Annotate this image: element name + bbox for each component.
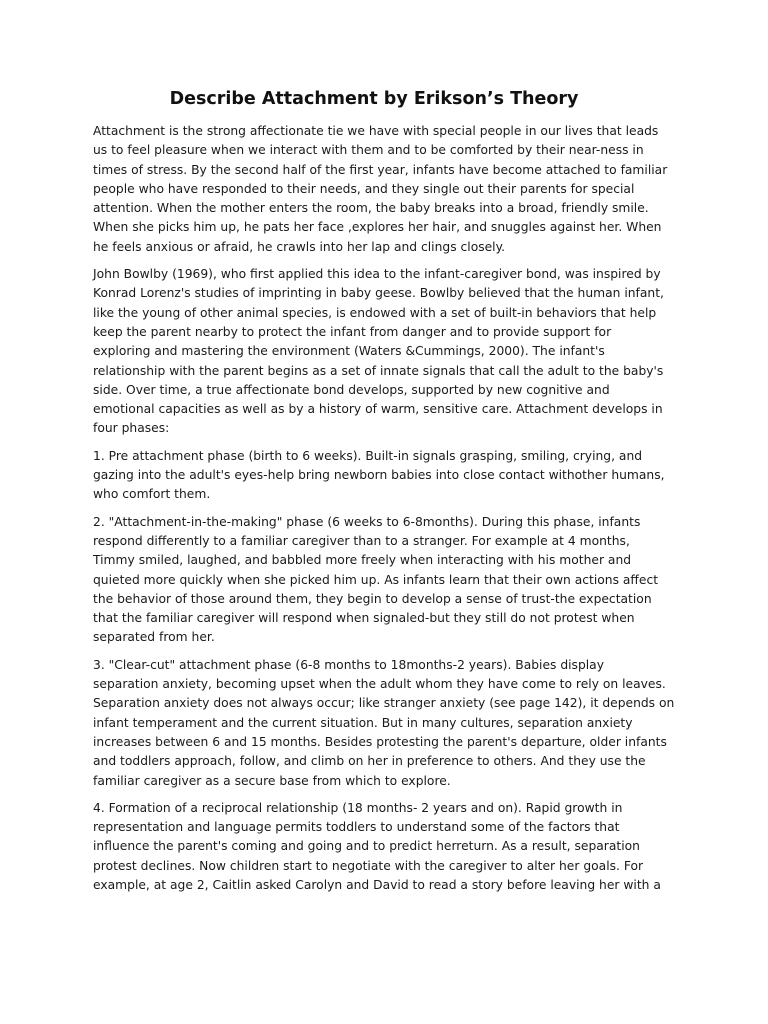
text-line: relationship with the parent begins as a set of innate signals that call the adult to the baby's [93, 363, 664, 378]
text-line: 4. Formation of a reciprocal relationship (18 months- 2 years and on). Rapid growth in [93, 800, 623, 815]
paragraph-phase-3 [93, 656, 675, 791]
text-line: Separation anxiety does not always occur; like stranger anxiety (see page 142), it depends on [93, 696, 675, 711]
text-line: keep the parent nearby to protect the infant from danger and to provide support for [93, 324, 612, 339]
text-line: he feels anxious or afraid, he crawls into her lap and clings closely. [93, 239, 506, 254]
text-line: influence the parent's coming and going and to predict herreturn. As a result, separation [93, 839, 640, 854]
text-line: us to feel pleasure when we interact with them and to be comforted by their near-ness in [93, 143, 644, 158]
text-line: When she picks him up, he pats her face ,explores her hair, and snuggles against her. When [93, 220, 662, 235]
text-line: protest declines. Now children start to negotiate with the caregiver to alter her goals. For [93, 858, 644, 873]
paragraph-bowlby [93, 265, 675, 439]
text-line: 2. "Attachment-in-the-making" phase (6 weeks to 6-8months). During this phase, infants [93, 514, 641, 529]
paragraph-phase-1 [93, 447, 675, 505]
text-line: separated from her. [93, 630, 215, 645]
text-line: representation and language permits toddlers to understand some of the factors that [93, 820, 620, 835]
text-line: four phases: [93, 421, 170, 436]
text-line: increases between 6 and 15 months. Besides protesting the parent's departure, older infants [93, 734, 667, 749]
document-body [93, 122, 675, 903]
text-line: respond differently to a familiar caregiver than to a stranger. For example at 4 months, [93, 533, 630, 548]
text-line: example, at age 2, Caitlin asked Carolyn and David to read a story before leaving her with a [93, 877, 661, 892]
text-line: exploring and mastering the environment (Waters &Cummings, 2000). The infant's [93, 344, 605, 359]
text-line: 3. "Clear-cut" attachment phase (6-8 months to 18months-2 years). Babies display [93, 657, 604, 672]
text-line: who comfort them. [93, 487, 211, 502]
text-line: familiar caregiver as a secure base from which to explore. [93, 773, 451, 788]
text-line: gazing into the adult's eyes-help bring newborn babies into close contact withother humans, [93, 468, 665, 483]
text-line: separation anxiety, becoming upset when the adult whom they have come to rely on leaves. [93, 677, 666, 692]
text-line: times of stress. By the second half of the first year, infants have become attached to familiar [93, 162, 668, 177]
paragraph-phase-2 [93, 513, 675, 648]
text-line: Attachment is the strong affectionate tie we have with special people in our lives that leads [93, 124, 659, 138]
document-title: Describe Attachment by Erikson’s Theory [169, 89, 579, 109]
text-line: John Bowlby (1969), who first applied this idea to the infant-caregiver bond, was inspired by [93, 267, 661, 282]
text-line: Timmy smiled, laughed, and babbled more freely when interacting with his mother and [93, 553, 632, 568]
text-line: 1. Pre attachment phase (birth to 6 weeks). Built-in signals grasping, smiling, crying, and [93, 448, 643, 463]
text-line: quieted more quickly when she picked him up. As infants learn that their own actions affect [93, 572, 659, 587]
paragraph-intro [93, 122, 675, 257]
text-line: the behavior of those around them, they begin to develop a sense of trust-the expectation [93, 591, 652, 606]
text-line: like the young of other animal species, is endowed with a set of built-in behaviors that help [93, 305, 657, 320]
text-line: attention. When the mother enters the room, the baby breaks into a broad, friendly smile. [93, 201, 649, 216]
paragraph-phase-4 [93, 799, 675, 895]
text-line: side. Over time, a true affectionate bond develops, supported by new cognitive and [93, 382, 610, 397]
text-line: infant temperament and the current situation. But in many cultures, separation anxiety [93, 715, 633, 730]
text-line: Konrad Lorenz's studies of imprinting in baby geese. Bowlby believed that the human infant, [93, 286, 664, 301]
text-line: that the familiar caregiver will respond when signaled-but they still do not protest when [93, 611, 635, 626]
text-line: and toddlers approach, follow, and climb on her in preference to others. And they use the [93, 754, 646, 769]
text-line: emotional capacities as well as by a history of warm, sensitive care. Attachment develops in [93, 402, 663, 417]
text-line: people who have responded to their needs, and they single out their parents for special [93, 181, 635, 196]
